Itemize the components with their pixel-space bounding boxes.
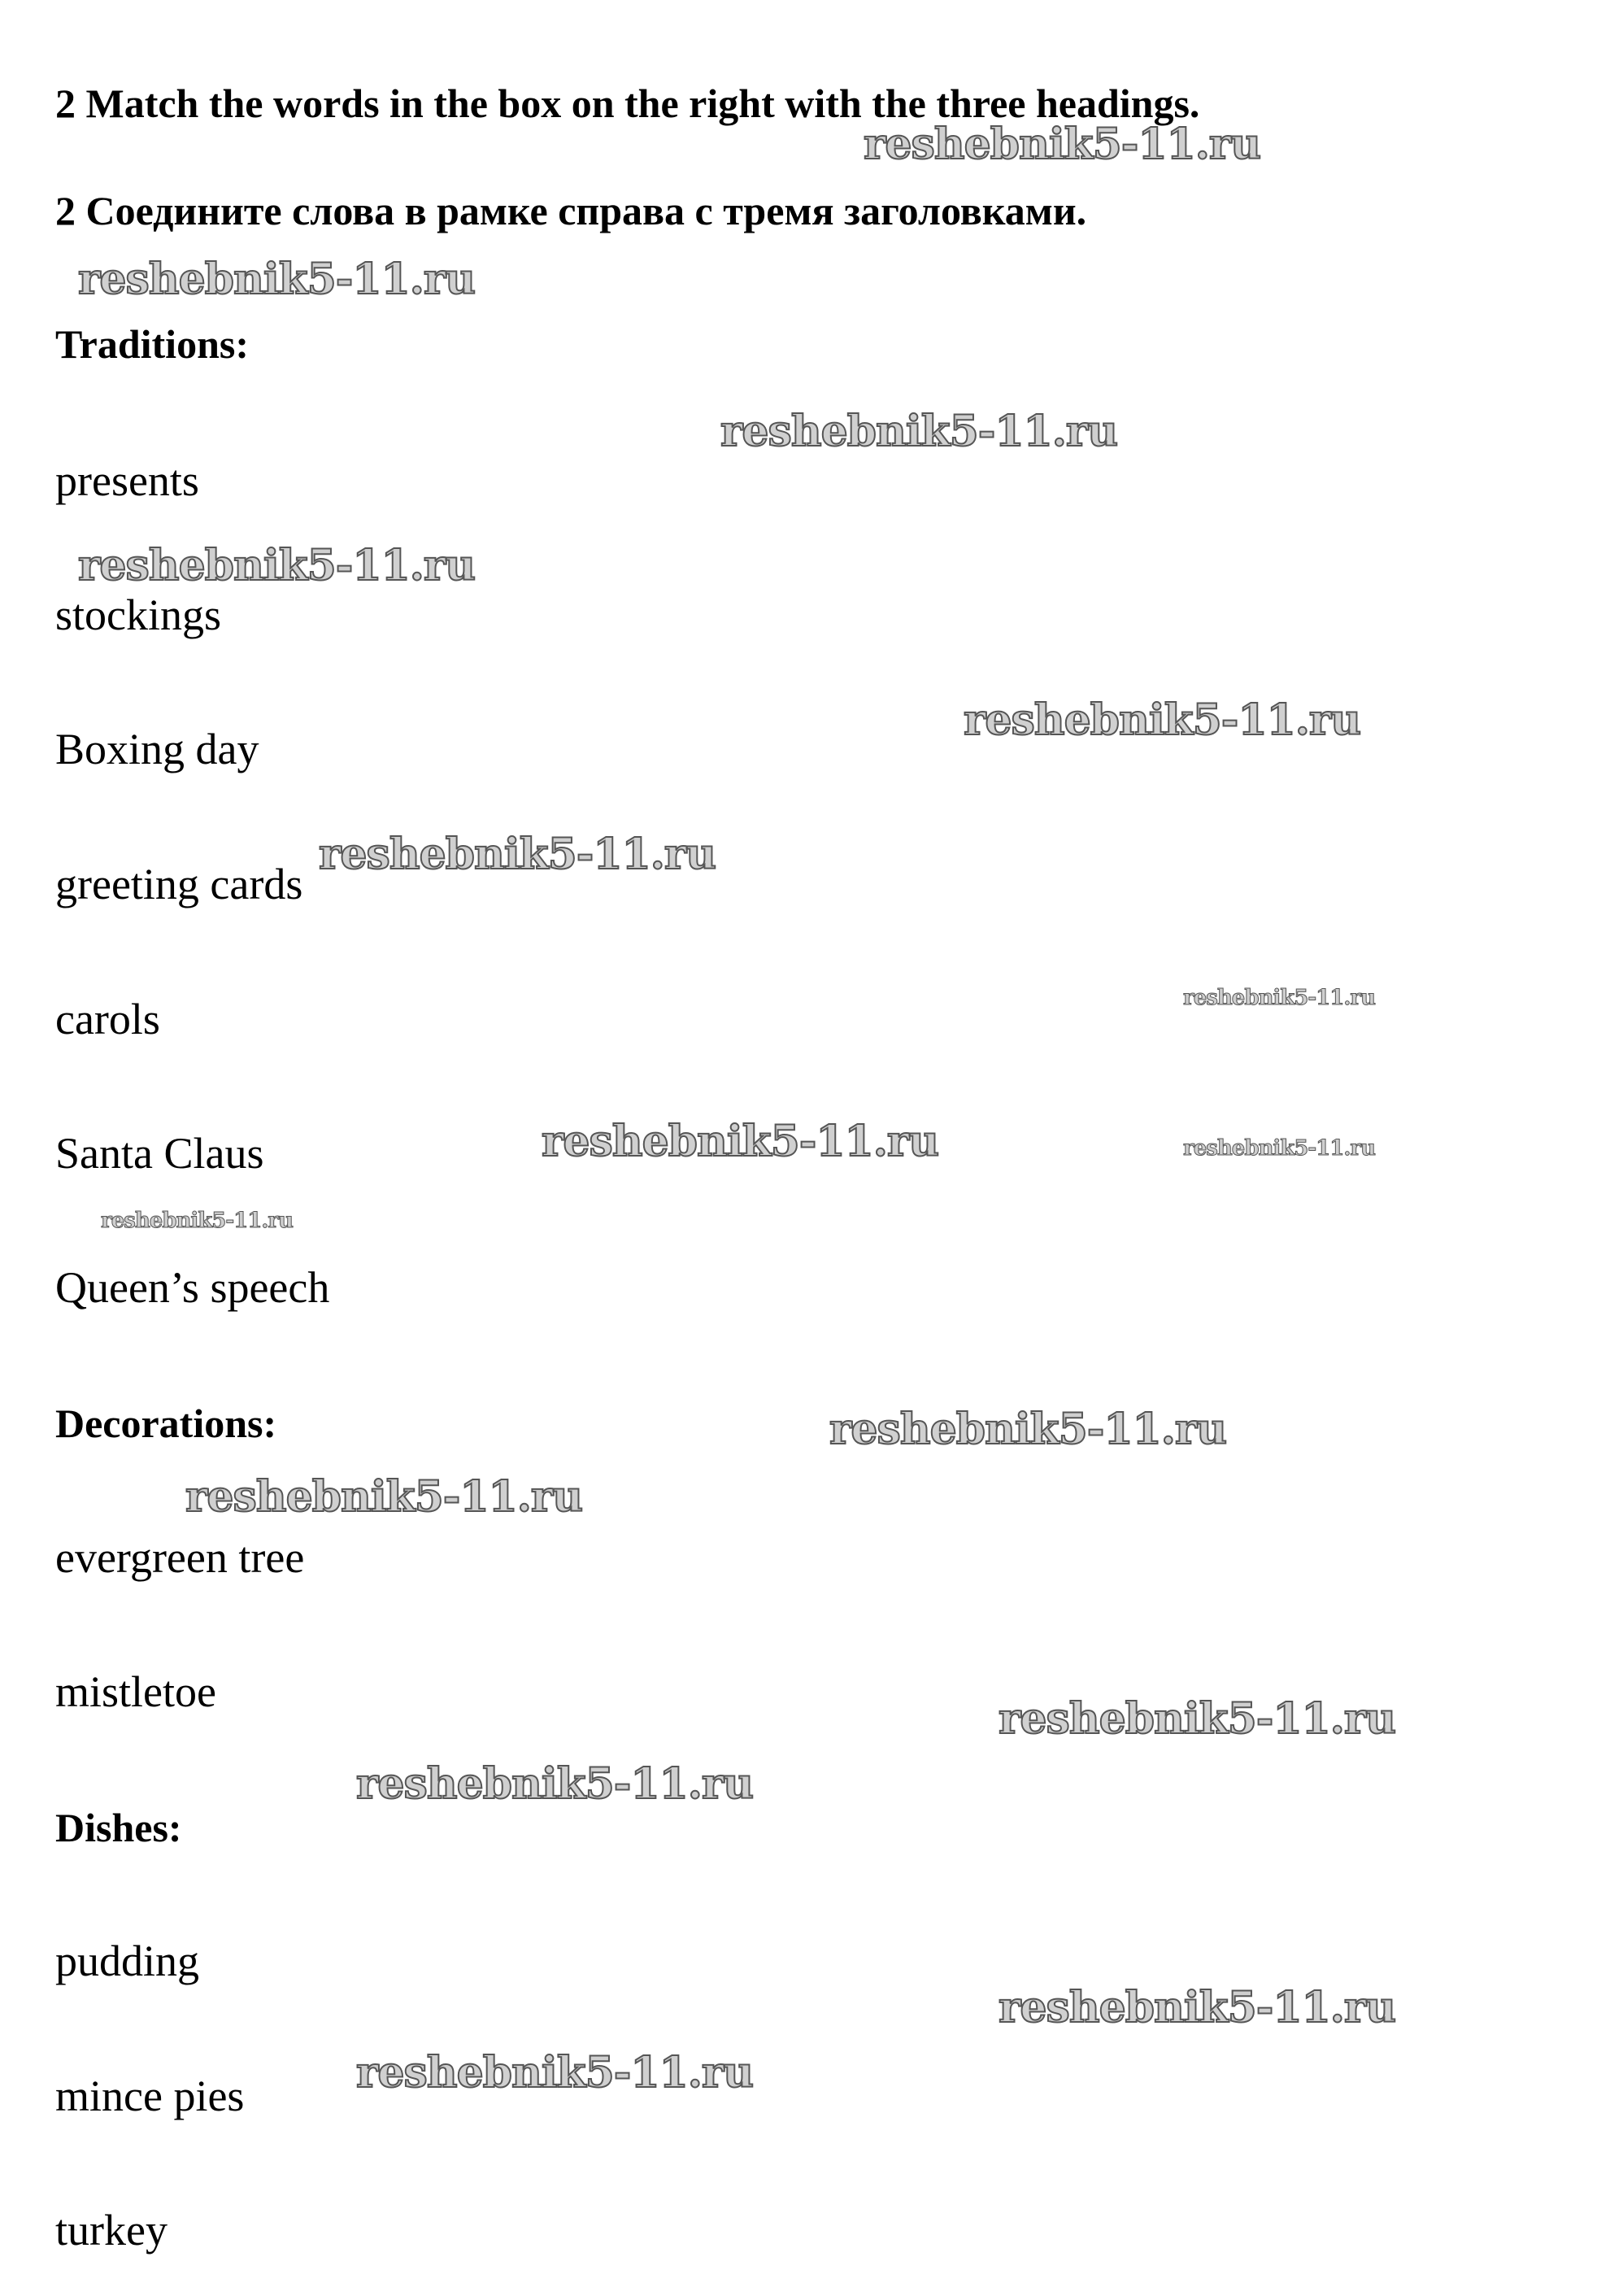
- list-item: evergreen tree: [55, 1533, 305, 1582]
- list-item: carols: [55, 995, 160, 1043]
- heading-traditions: Traditions:: [55, 321, 249, 367]
- watermark: reshebnik5-11.ru: [356, 1759, 754, 1809]
- watermark: reshebnik5-11.ru: [999, 1694, 1396, 1744]
- watermark: reshebnik5-11.ru: [1183, 1136, 1376, 1161]
- watermark: reshebnik5-11.ru: [356, 2048, 754, 2098]
- exercise-title-en: 2 Match the words in the box on the right with the three headings.: [55, 81, 1200, 126]
- watermark: reshebnik5-11.ru: [999, 1983, 1396, 2032]
- list-item: greeting cards: [55, 860, 303, 908]
- watermark: reshebnik5-11.ru: [720, 407, 1118, 456]
- watermark: reshebnik5-11.ru: [864, 120, 1261, 169]
- watermark: reshebnik5-11.ru: [78, 541, 476, 590]
- exercise-title-ru: 2 Соедините слова в рамке справа с тремя заголовками.: [55, 188, 1087, 233]
- watermark: reshebnik5-11.ru: [319, 830, 716, 879]
- list-item: stockings: [55, 590, 222, 639]
- watermark: reshebnik5-11.ru: [185, 1472, 583, 1522]
- watermark: reshebnik5-11.ru: [78, 255, 476, 304]
- list-item: mince pies: [55, 2072, 245, 2120]
- list-item: Santa Claus: [55, 1129, 264, 1178]
- list-item: Boxing day: [55, 725, 259, 773]
- watermark: reshebnik5-11.ru: [542, 1117, 939, 1166]
- watermark: reshebnik5-11.ru: [1183, 986, 1376, 1010]
- list-item: Queen’s speech: [55, 1263, 330, 1312]
- list-item: presents: [55, 456, 199, 505]
- list-item: mistletoe: [55, 1667, 216, 1716]
- watermark: reshebnik5-11.ru: [829, 1405, 1227, 1454]
- watermark: reshebnik5-11.ru: [101, 1209, 294, 1233]
- heading-dishes: Dishes:: [55, 1805, 182, 1850]
- watermark: reshebnik5-11.ru: [964, 695, 1361, 745]
- heading-decorations: Decorations:: [55, 1401, 277, 1446]
- list-item: pudding: [55, 1937, 200, 1985]
- list-item: turkey: [55, 2206, 168, 2255]
